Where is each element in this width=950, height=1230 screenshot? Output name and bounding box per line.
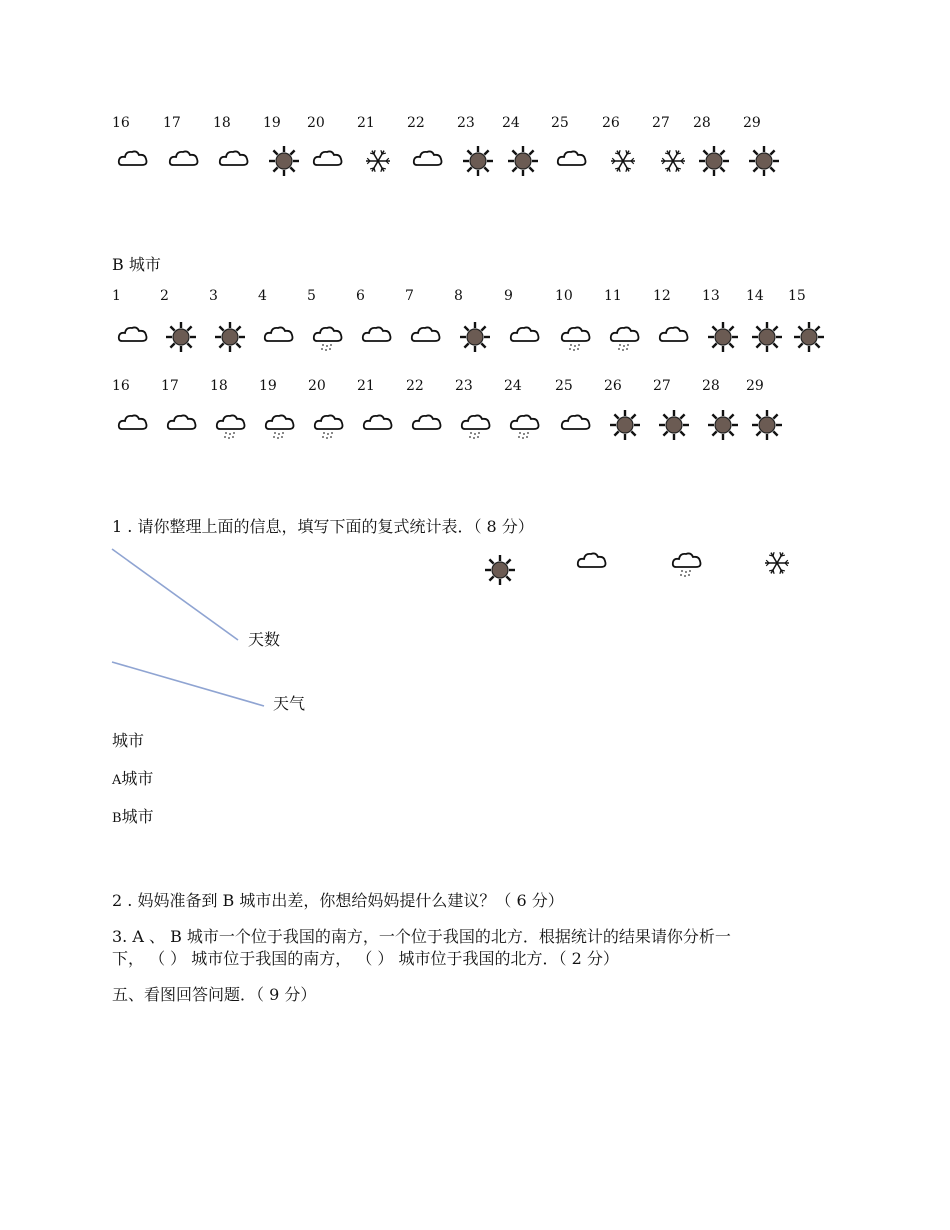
rain-icon	[214, 408, 248, 442]
table-header-sun-icon	[483, 553, 517, 587]
b-city-day-24: 24	[504, 378, 522, 394]
rain-icon	[263, 408, 297, 442]
diagonal-line-2	[112, 662, 264, 706]
section-5-title: 五、看图回答问题．（ 9 分）	[112, 985, 317, 1004]
header-city-label: 城市	[112, 731, 145, 750]
b-city-day-11: 11	[604, 288, 622, 304]
a-city-day-18: 18	[213, 115, 231, 131]
a-city-day-22: 22	[407, 115, 425, 131]
snow-icon	[656, 144, 690, 178]
b-city-day-3: 3	[209, 288, 218, 304]
rain-icon	[608, 320, 642, 354]
b-city-day-23: 23	[455, 378, 473, 394]
sun-icon	[706, 320, 740, 354]
b-city-day-1: 1	[112, 288, 121, 304]
row-b-city	[112, 804, 154, 827]
b-city-day-13: 13	[702, 288, 720, 304]
b-city-day-22: 22	[406, 378, 424, 394]
snow-icon	[606, 144, 640, 178]
row-a-prefix: A	[112, 773, 122, 788]
row-b-prefix: B	[112, 811, 122, 826]
cloud-icon	[217, 144, 251, 178]
table-header-cloud-icon	[575, 546, 609, 580]
table-header-rain-icon	[670, 546, 704, 580]
cloud-icon	[311, 144, 345, 178]
rain-icon	[311, 320, 345, 354]
a-city-day-21: 21	[357, 115, 375, 131]
sun-icon	[458, 320, 492, 354]
cloud-icon	[167, 144, 201, 178]
a-city-day-23: 23	[457, 115, 475, 131]
cloud-icon	[657, 320, 691, 354]
a-city-day-26: 26	[602, 115, 620, 131]
cloud-icon	[555, 144, 589, 178]
a-city-day-28: 28	[693, 115, 711, 131]
sun-icon	[706, 408, 740, 442]
sun-icon	[657, 408, 691, 442]
cloud-icon	[409, 320, 443, 354]
a-city-day-20: 20	[307, 115, 325, 131]
question-2: 2 . 妈妈准备到 B 城市出差，你想给妈妈提什么建议？（ 6 分）	[112, 891, 564, 910]
b-city-label: B 城市	[112, 255, 161, 274]
b-city-day-29: 29	[746, 378, 764, 394]
cloud-icon	[508, 320, 542, 354]
rain-icon	[559, 320, 593, 354]
b-city-day-9: 9	[504, 288, 513, 304]
cloud-icon	[165, 408, 199, 442]
sun-icon	[792, 320, 826, 354]
a-city-day-25: 25	[551, 115, 569, 131]
b-city-day-4: 4	[258, 288, 267, 304]
cloud-icon	[262, 320, 296, 354]
sun-icon	[747, 144, 781, 178]
question-1: 1 . 请你整理上面的信息，填写下面的复式统计表．（ 8 分）	[112, 517, 534, 536]
b-city-day-7: 7	[405, 288, 414, 304]
sun-icon	[213, 320, 247, 354]
a-city-day-27: 27	[652, 115, 670, 131]
question-3-line-1: 3. A 、 B 城市一个位于我国的南方，一个位于我国的北方．根据统计的结果请你分析一	[112, 927, 731, 946]
b-city-day-14: 14	[746, 288, 764, 304]
sun-icon	[750, 408, 784, 442]
cloud-icon	[116, 408, 150, 442]
question-3-line-2: 下， （ ） 城市位于我国的南方， （ ） 城市位于我国的北方．（ 2 分）	[112, 949, 619, 968]
header-weather-label: 天气	[273, 694, 306, 713]
b-city-day-10: 10	[555, 288, 573, 304]
b-city-day-5: 5	[307, 288, 316, 304]
b-city-day-19: 19	[259, 378, 277, 394]
b-city-day-21: 21	[357, 378, 375, 394]
b-city-day-20: 20	[308, 378, 326, 394]
a-city-day-19: 19	[263, 115, 281, 131]
diagonal-line-1	[112, 549, 238, 640]
a-city-day-17: 17	[163, 115, 181, 131]
cloud-icon	[116, 320, 150, 354]
b-city-day-25: 25	[555, 378, 573, 394]
row-a-label: 城市	[121, 769, 154, 788]
rain-icon	[312, 408, 346, 442]
b-city-day-18: 18	[210, 378, 228, 394]
cloud-icon	[361, 408, 395, 442]
b-city-day-27: 27	[653, 378, 671, 394]
b-city-day-28: 28	[702, 378, 720, 394]
b-city-day-15: 15	[788, 288, 806, 304]
a-city-day-24: 24	[502, 115, 520, 131]
b-city-day-26: 26	[604, 378, 622, 394]
b-city-day-8: 8	[454, 288, 463, 304]
table-header-snow-icon	[760, 546, 794, 580]
b-city-day-6: 6	[356, 288, 365, 304]
sun-icon	[608, 408, 642, 442]
b-city-day-17: 17	[161, 378, 179, 394]
snow-icon	[361, 144, 395, 178]
b-city-day-16: 16	[112, 378, 130, 394]
cloud-icon	[360, 320, 394, 354]
sun-icon	[461, 144, 495, 178]
sun-icon	[506, 144, 540, 178]
b-city-day-12: 12	[653, 288, 671, 304]
cloud-icon	[410, 408, 444, 442]
sun-icon	[164, 320, 198, 354]
row-b-label: 城市	[121, 807, 154, 826]
cloud-icon	[411, 144, 445, 178]
cloud-icon	[559, 408, 593, 442]
sun-icon	[267, 144, 301, 178]
sun-icon	[697, 144, 731, 178]
rain-icon	[459, 408, 493, 442]
b-city-day-2: 2	[160, 288, 169, 304]
row-a-city	[112, 766, 153, 789]
a-city-day-29: 29	[743, 115, 761, 131]
rain-icon	[508, 408, 542, 442]
a-city-day-16: 16	[112, 115, 130, 131]
sun-icon	[750, 320, 784, 354]
cloud-icon	[116, 144, 150, 178]
header-days-label: 天数	[248, 630, 281, 649]
